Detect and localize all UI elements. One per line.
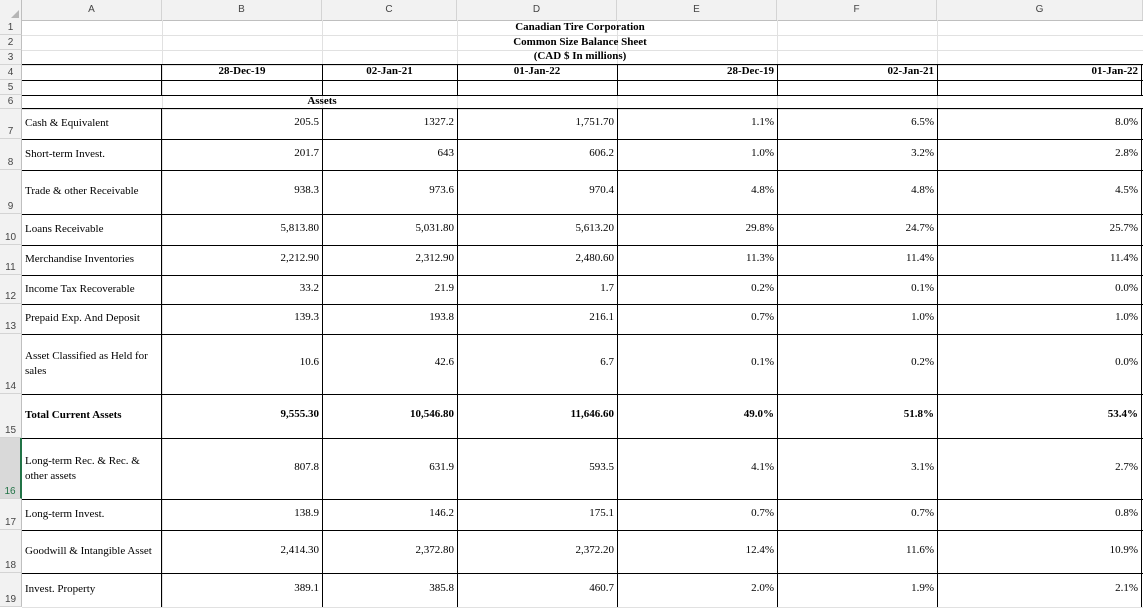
cell-value-d[interactable]: 216.1	[589, 311, 614, 323]
cell-value-d[interactable]: 6.7	[600, 356, 614, 368]
cell-border	[1141, 108, 1142, 607]
row-header-7[interactable]: 7	[0, 109, 22, 139]
cell-value-f[interactable]: 3.2%	[911, 146, 934, 159]
cell-border	[1141, 64, 1142, 80]
cell-value-b[interactable]: 205.5	[294, 115, 319, 128]
row-header-5[interactable]: 5	[0, 80, 22, 95]
cell-value-b[interactable]: 5,813.80	[280, 221, 319, 234]
cell-value-e[interactable]: 0.2%	[751, 281, 774, 294]
cell-value-g[interactable]: 4.5%	[1115, 184, 1138, 196]
cell-value-d[interactable]: 593.5	[589, 460, 614, 473]
cell-border	[22, 394, 1143, 395]
cell-border	[22, 573, 1143, 574]
cell-value-e[interactable]: 4.8%	[751, 184, 774, 196]
cell-value-c[interactable]: 631.9	[429, 460, 454, 473]
column-header-g[interactable]: G	[937, 0, 1143, 20]
cell-value-b[interactable]: 938.3	[294, 184, 319, 196]
sheet-units: (CAD $ In millions)	[533, 50, 627, 62]
select-all-corner[interactable]	[0, 0, 22, 20]
row-header-12[interactable]: 12	[0, 275, 22, 304]
cell-value-f[interactable]: 6.5%	[911, 115, 934, 128]
cell-border	[617, 80, 618, 95]
cell-value-c[interactable]: 193.8	[429, 311, 454, 323]
cell-value-c[interactable]: 5,031.80	[415, 221, 454, 234]
row-header-3[interactable]: 3	[0, 50, 22, 65]
row-label[interactable]: Loans Receivable	[25, 222, 104, 235]
date-header[interactable]: 28-Dec-19	[218, 65, 266, 77]
cell-value-b[interactable]: 389.1	[294, 582, 319, 594]
cell-border	[22, 139, 1143, 140]
row-header-9[interactable]: 9	[0, 170, 22, 214]
row-label[interactable]: Invest. Property	[25, 583, 96, 595]
select-all-triangle-icon	[11, 10, 19, 18]
cell-value-e[interactable]: 11.3%	[745, 252, 774, 264]
cell-value-g[interactable]: 8.0%	[1115, 115, 1138, 128]
cell-border	[1141, 80, 1142, 95]
cell-value-d[interactable]: 1.7	[600, 281, 614, 294]
cell-border	[937, 64, 938, 80]
cell-border	[22, 245, 1143, 246]
column-header-f[interactable]: F	[777, 0, 937, 20]
cell-value-g[interactable]: 0.0%	[1115, 281, 1138, 294]
cell-border	[22, 438, 1143, 439]
cell-value-b[interactable]: 201.7	[294, 146, 319, 159]
row-header-16[interactable]: 16	[0, 438, 22, 499]
cell-value-c[interactable]: 2,312.90	[415, 252, 454, 264]
cell-value-b[interactable]: 138.9	[294, 506, 319, 519]
cell-value-g[interactable]: 2.1%	[1115, 582, 1138, 594]
row-label[interactable]: Cash & Equivalent	[25, 116, 109, 129]
cell-value-c[interactable]: 42.6	[434, 356, 454, 368]
cell-border	[457, 80, 458, 95]
cell-value-d[interactable]: 2,372.20	[575, 543, 614, 556]
cell-value-d[interactable]: 970.4	[589, 184, 614, 196]
row-header-6[interactable]: 6	[0, 95, 22, 109]
cell-value-g[interactable]: 53.4%	[1107, 408, 1138, 420]
cell-value-b[interactable]: 10.6	[299, 356, 319, 368]
cell-value-f[interactable]: 24.7%	[905, 221, 934, 234]
cell-value-d[interactable]: 11,646.60	[570, 408, 614, 420]
cell-border	[777, 80, 778, 95]
cell-value-e[interactable]: 0.7%	[751, 311, 774, 323]
cell-value-f[interactable]: 1.9%	[911, 582, 934, 594]
cell-value-b[interactable]: 2,212.90	[280, 252, 319, 264]
cell-value-f[interactable]: 0.7%	[911, 506, 934, 519]
row-header-13[interactable]: 13	[0, 304, 22, 334]
cell-value-f[interactable]: 0.1%	[911, 281, 934, 294]
sheet-subtitle: Common Size Balance Sheet	[513, 36, 647, 48]
cell-border	[22, 334, 1143, 335]
cell-value-g[interactable]: 10.9%	[1109, 543, 1138, 556]
cell-value-c[interactable]: 1327.2	[423, 115, 454, 128]
cell-value-g[interactable]: 25.7%	[1109, 221, 1138, 234]
row-header-18[interactable]: 18	[0, 530, 22, 573]
cell-border	[161, 80, 162, 95]
cell-border	[22, 275, 1143, 276]
row-header-8[interactable]: 8	[0, 139, 22, 170]
cell-value-b[interactable]: 33.2	[299, 281, 319, 294]
cell-value-f[interactable]: 4.8%	[911, 184, 934, 196]
row-header-4[interactable]: 4	[0, 65, 22, 80]
row-header-15[interactable]: 15	[0, 394, 22, 438]
cell-value-e[interactable]: 4.1%	[751, 460, 774, 473]
cell-border	[22, 80, 1143, 81]
cell-value-g[interactable]: 2.8%	[1115, 146, 1138, 159]
cell-value-c[interactable]: 643	[437, 146, 454, 159]
cell-value-c[interactable]: 385.8	[429, 582, 454, 594]
cell-value-d[interactable]: 460.7	[589, 582, 614, 594]
row-header-10[interactable]: 10	[0, 214, 22, 245]
cell-value-d[interactable]: 175.1	[589, 506, 614, 519]
cell-value-g[interactable]: 11.4%	[1109, 252, 1138, 264]
row-label[interactable]: Trade & other Receivable	[25, 185, 139, 197]
date-header[interactable]: 28-Dec-19	[726, 65, 774, 77]
cell-value-c[interactable]: 10,546.80	[410, 408, 454, 420]
row-label[interactable]: Total Current Assets	[25, 409, 122, 421]
row-header-19[interactable]: 19	[0, 573, 22, 607]
date-header[interactable]: 01-Jan-22	[513, 65, 561, 77]
cell-border	[22, 304, 1143, 305]
cell-value-d[interactable]: 606.2	[589, 146, 614, 159]
cell-value-e[interactable]: 29.8%	[745, 221, 774, 234]
cell-value-e[interactable]: 0.1%	[751, 356, 774, 368]
cell-border	[22, 108, 1143, 109]
cell-border	[937, 80, 938, 95]
row-label[interactable]: Long-term Rec. & Rec. & other assets	[25, 454, 140, 482]
cell-value-c[interactable]: 973.6	[429, 184, 454, 196]
cell-value-b[interactable]: 2,414.30	[280, 543, 319, 556]
cell-value-g[interactable]: 0.8%	[1115, 506, 1138, 519]
column-header-b[interactable]: B	[162, 0, 322, 20]
cell-border	[22, 170, 1143, 171]
row-header-11[interactable]: 11	[0, 245, 22, 275]
cell-value-g[interactable]: 2.7%	[1115, 460, 1138, 473]
column-header-a[interactable]: A	[22, 0, 162, 20]
cell-value-b[interactable]: 9,555.30	[280, 408, 319, 420]
row-label[interactable]: Prepaid Exp. And Deposit	[25, 312, 140, 324]
column-header-e[interactable]: E	[617, 0, 777, 20]
row-label[interactable]: Asset Classified as Held for sales	[25, 350, 148, 377]
sheet-title: Canadian Tire Corporation	[515, 21, 645, 33]
cell-value-e[interactable]: 1.0%	[751, 146, 774, 159]
row-label[interactable]: Merchandise Inventories	[25, 253, 135, 265]
cell-border	[22, 214, 1143, 215]
cell-value-f[interactable]: 3.1%	[911, 460, 934, 473]
cell-value-f[interactable]: 51.8%	[903, 408, 934, 420]
cell-value-f[interactable]: 11.6%	[905, 543, 934, 556]
cell-value-e[interactable]: 2.0%	[751, 582, 774, 594]
row-header-17[interactable]: 17	[0, 499, 22, 530]
cell-value-d[interactable]: 1,751.70	[575, 115, 614, 128]
cell-value-g[interactable]: 0.0%	[1115, 356, 1138, 368]
row-header-1[interactable]: 1	[0, 20, 22, 35]
cell-value-e[interactable]: 49.0%	[743, 408, 774, 420]
cell-value-b[interactable]: 807.8	[294, 460, 319, 473]
gridline-horizontal	[22, 109, 1143, 110]
cell-value-c[interactable]: 21.9	[434, 281, 454, 294]
row-header-14[interactable]: 14	[0, 334, 22, 394]
cell-value-c[interactable]: 2,372.80	[415, 543, 454, 556]
cell-value-e[interactable]: 12.4%	[745, 543, 774, 556]
row-header-2[interactable]: 2	[0, 35, 22, 50]
cell-value-b[interactable]: 139.3	[294, 311, 319, 323]
row-label[interactable]: Goodwill & Intangible Asset	[25, 544, 152, 557]
date-header[interactable]: 02-Jan-21	[887, 65, 934, 77]
row-label[interactable]: Income Tax Recoverable	[25, 282, 135, 295]
date-header[interactable]: 01-Jan-22	[1091, 65, 1138, 77]
cell-value-f[interactable]: 1.0%	[911, 311, 934, 323]
cell-value-e[interactable]: 0.7%	[751, 506, 774, 519]
cell-value-f[interactable]: 11.4%	[905, 252, 934, 264]
section-label-assets: Assets	[307, 95, 337, 107]
date-header[interactable]: 02-Jan-21	[366, 65, 413, 77]
cell-value-e[interactable]: 1.1%	[751, 115, 774, 128]
row-label[interactable]: Long-term Invest.	[25, 507, 105, 520]
cell-value-g[interactable]: 1.0%	[1115, 311, 1138, 323]
cell-value-c[interactable]: 146.2	[429, 506, 454, 519]
cell-value-d[interactable]: 2,480.60	[575, 252, 614, 264]
column-header-c[interactable]: C	[322, 0, 457, 20]
cell-value-d[interactable]: 5,613.20	[575, 221, 614, 234]
cell-border	[22, 530, 1143, 531]
cell-border	[22, 499, 1143, 500]
row-label[interactable]: Short-term Invest.	[25, 147, 106, 160]
cell-value-f[interactable]: 0.2%	[911, 356, 934, 368]
column-header-d[interactable]: D	[457, 0, 617, 20]
cell-border	[322, 80, 323, 95]
